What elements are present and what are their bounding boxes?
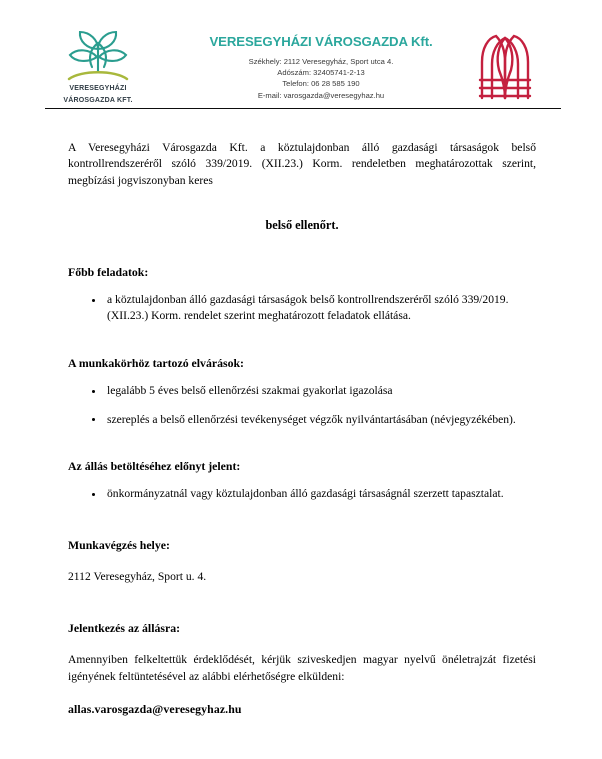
document-body [68, 140, 536, 717]
company-name: VERESEGYHÁZI VÁROSGAZDA Kft. [209, 34, 433, 49]
leaf-plant-logo-icon [57, 27, 139, 82]
workplace-address: 2112 Veresegyház, Sport u. 4. [68, 570, 207, 584]
intro-paragraph: A Veresegyházi Városgazda Kft. a köztulajdonban álló gazdasági társaságok belső kontrollrendszeréről szóló 339/2019. (XII.23.) Korm. rendeletben meghatározottak szerint, megbízási jogviszonyban keres [68, 141, 536, 187]
advantages-list [68, 486, 536, 502]
document-header [0, 0, 602, 112]
contact-address: Székhely: 2112 Veresegyház, Sport utca 4. [248, 57, 394, 66]
section-heading-application: Jelentkezés az állásra: [68, 620, 181, 635]
company-contact-details [180, 56, 462, 101]
requirements-list [68, 383, 536, 428]
list-item: önkormányzatnál vagy köztulajdonban álló gazdasági társaságnál szerzett tapasztalat. [68, 486, 536, 502]
application-email: allas.varosgazda@veresegyhaz.hu [68, 701, 242, 716]
position-title: belső ellenőrt. [265, 218, 339, 233]
list-item: a köztulajdonban álló gazdasági társaságok belső kontrollrendszeréről szóló 339/2019. (XII.23.) Korm. rendelet szerint meghatározott feladatok ellátása. [68, 292, 536, 325]
list-item: legalább 5 éves belső ellenőrzési szakmai gyakorlat igazolása [68, 383, 536, 399]
section-heading-workplace: Munkavégzés helye: [68, 537, 170, 552]
town-crest-icon [474, 28, 536, 106]
company-logo-line1: VERESEGYHÁZI [69, 85, 127, 92]
company-logo-line2: VÁROSGAZDA KFT. [63, 97, 133, 104]
contact-email: E-mail: varosgazda@veresegyhaz.hu [257, 90, 385, 100]
contact-phone: Telefon: 06 28 585 190 [282, 79, 360, 89]
application-instructions: Amennyiben felkeltettük érdeklődését, kérjük sziveskedjen magyar nyelvű önéletrajzát fizetési igényének feltüntetésével az alábbi elérhetőségre elküldeni: [68, 653, 536, 683]
section-heading-advantages: Az állás betöltéséhez előnyt jelent: [68, 459, 241, 474]
company-identity-block [180, 34, 462, 101]
section-heading-main-tasks: Főbb feladatok: [68, 264, 149, 279]
main-tasks-list [68, 292, 536, 325]
header-divider [45, 108, 561, 109]
contact-tax-number: Adószám: 32405741-2-13 [277, 68, 365, 78]
list-item: szereplés a belső ellenőrzési tevékenységet végzők nyilvántartásában (névjegyzékében). [68, 412, 536, 428]
company-logo [57, 27, 139, 107]
section-heading-requirements: A munkakörhöz tartozó elvárások: [68, 355, 244, 370]
